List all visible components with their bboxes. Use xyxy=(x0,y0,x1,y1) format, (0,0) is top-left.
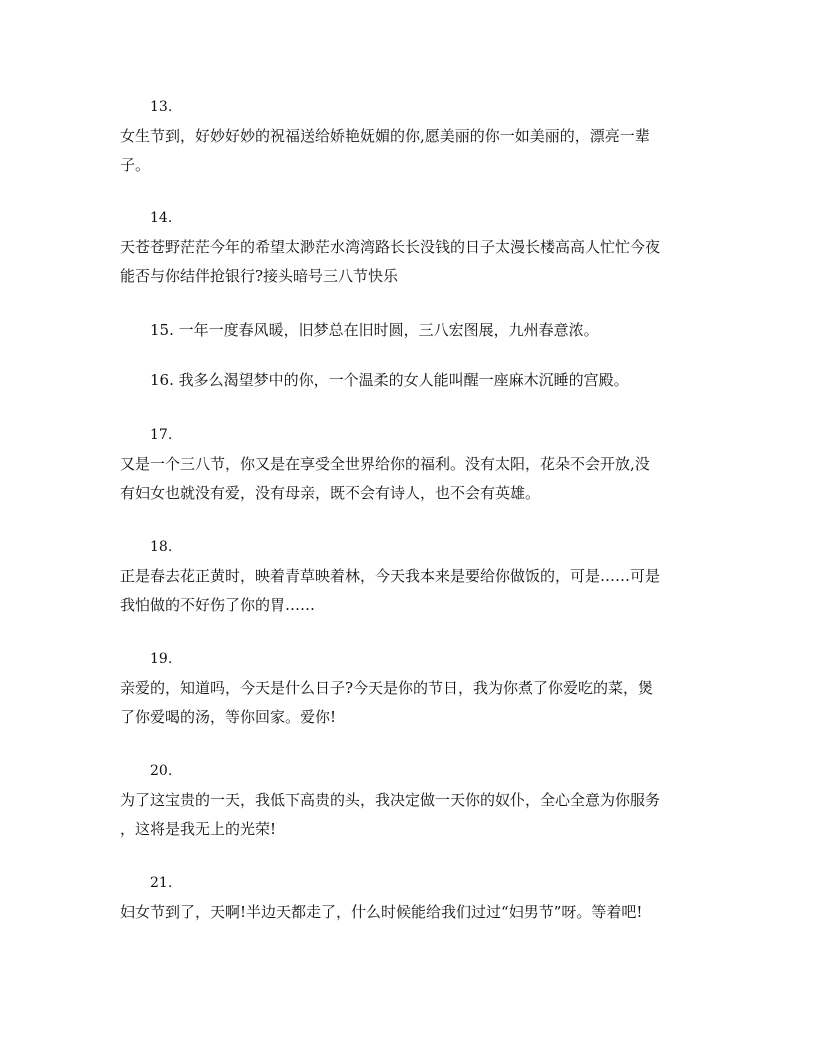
entry-text-line: 又是一个三八节，你又是在享受全世界给你的福利。没有太阳，花朵不会开放,没 xyxy=(120,455,650,473)
entry-number: 16. xyxy=(150,371,174,389)
entry-text-line: 女生节到，好妙好妙的祝福送给娇艳妩媚的你,愿美丽的你一如美丽的，漂亮一辈 xyxy=(120,127,650,145)
entry-text-line: 我怕做的不好伤了你的胃…… xyxy=(120,596,316,614)
entry-text-line: ，这将是我无上的光荣! xyxy=(120,820,277,838)
entry-text: 我多么渴望梦中的你，一个温柔的女人能叫醒一座麻木沉睡的宫殿。 xyxy=(178,371,629,389)
entry-text-line: 天苍苍野茫茫今年的希望太渺茫水湾湾路长长没钱的日子太漫长楼高高人忙忙今夜 xyxy=(120,238,661,256)
entry-text-line: 妇女节到了，天啊!半边天都走了，什么时候能给我们过过“妇男节”呀。等着吧! xyxy=(120,903,643,921)
entry-number: 19. xyxy=(150,651,173,667)
entry-14 xyxy=(120,209,700,291)
entry-13 xyxy=(120,98,700,180)
entry-text-line: 正是春去花正黄时，映着青草映着林，今天我本来是要给你做饭的，可是……可是 xyxy=(120,567,661,585)
entry-number: 14. xyxy=(150,210,173,226)
entry-number: 13. xyxy=(150,99,173,115)
entry-text-line: 子。 xyxy=(120,156,151,174)
entry-21 xyxy=(120,874,700,927)
entry-text: 一年一度春风暖，旧梦总在旧时圆，三八宏图展，九州春意浓。 xyxy=(178,321,599,339)
entry-text-line: 有妇女也就没有爱，没有母亲，既不会有诗人，也不会有英雄。 xyxy=(120,484,541,502)
entry-20 xyxy=(120,762,700,844)
entry-text-line: 亲爱的，知道吗，今天是什么日子?今天是你的节日，我为你煮了你爱吃的菜，煲 xyxy=(120,679,654,697)
entry-18 xyxy=(120,538,700,620)
entry-number: 21. xyxy=(150,875,173,891)
entry-17 xyxy=(120,426,700,508)
entry-text-line: 能否与你结伴抢银行?接头暗号三八节快乐 xyxy=(120,267,399,285)
entry-16 xyxy=(150,370,710,390)
entry-text-line: 了你爱喝的汤，等你回家。爱你! xyxy=(120,708,337,726)
entry-15 xyxy=(150,320,710,340)
entry-number: 17. xyxy=(150,427,173,443)
entry-number: 15. xyxy=(150,321,174,339)
entry-19 xyxy=(120,650,700,732)
entry-text-line: 为了这宝贵的一天，我低下高贵的头，我决定做一天你的奴仆，全心全意为你服务 xyxy=(120,791,661,809)
entry-number: 18. xyxy=(150,539,173,555)
entry-number: 20. xyxy=(150,763,173,779)
